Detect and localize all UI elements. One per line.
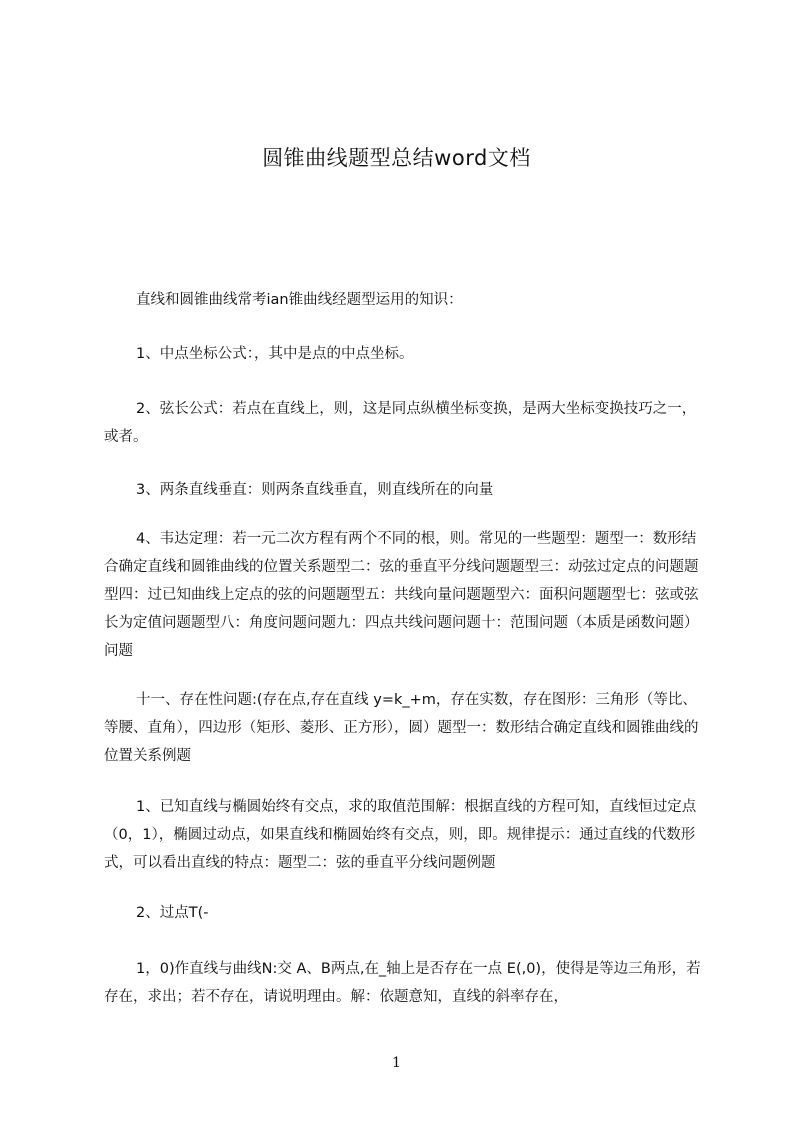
paragraph-midpoint-formula: 1、中点坐标公式：，其中是点的中点坐标。 xyxy=(136,346,414,362)
paragraph-example-2-continued: 1，0)作直线与曲线N:交 A、B两点,在_轴上是否存在一点 E(,0)，使得是等边三角形，若存在，求出；若不存在，请说明理由。解：依题意知，直线的斜率存在， xyxy=(104,961,701,1005)
document-title: 圆锥曲线题型总结word文档 xyxy=(262,146,531,170)
paragraph-example-1: 1、已知直线与椭圆始终有交点，求的取值范围解：根据直线的方程可知，直线恒过定点（0，1），椭圆过动点，如果直线和椭圆始终有交点，则，即。规律提示：通过直线的代数形式，可以看出直线的特点：题型二：弦的垂直平分线问题例题 xyxy=(104,799,697,871)
paragraph-vieta-theorem: 4、韦达定理：若一元二次方程有两个不同的根，则。常见的一些题型：题型一：数形结合确定直线和圆锥曲线的位置关系题型二：弦的垂直平分线问题题型三：动弦过定点的问题题型四：过已知曲线上定点的弦的问题题型五：共线向量问题题型六：面积问题题型七：弦或弦长为定值问题题型八：角度问题问题九：四点共线问题问题十：范围问题（本质是函数问题）问题 xyxy=(104,531,699,659)
paragraph-chord-length: 2、弦长公式：若点在直线上，则，这是同点纵横坐标变换，是两大坐标变换技巧之一，或者。 xyxy=(104,401,697,445)
paragraph-intro: 直线和圆锥曲线常考ian锥曲线经题型运用的知识： xyxy=(136,292,463,308)
paragraph-example-2: 2、过点T(- xyxy=(136,905,209,921)
page-number: 1 xyxy=(392,1055,401,1071)
paragraph-existence-problems: 十一、存在性问题:(存在点,存在直线 y=k_+m，存在实数，存在图形：三角形（等比、等腰、直角），四边形（矩形、菱形、正方形），圆）题型一：数形结合确定直线和圆锥曲线的位置关系例题 xyxy=(104,692,699,764)
paragraph-perpendicular-lines: 3、两条直线垂直：则两条直线垂直，则直线所在的向量 xyxy=(136,482,494,498)
